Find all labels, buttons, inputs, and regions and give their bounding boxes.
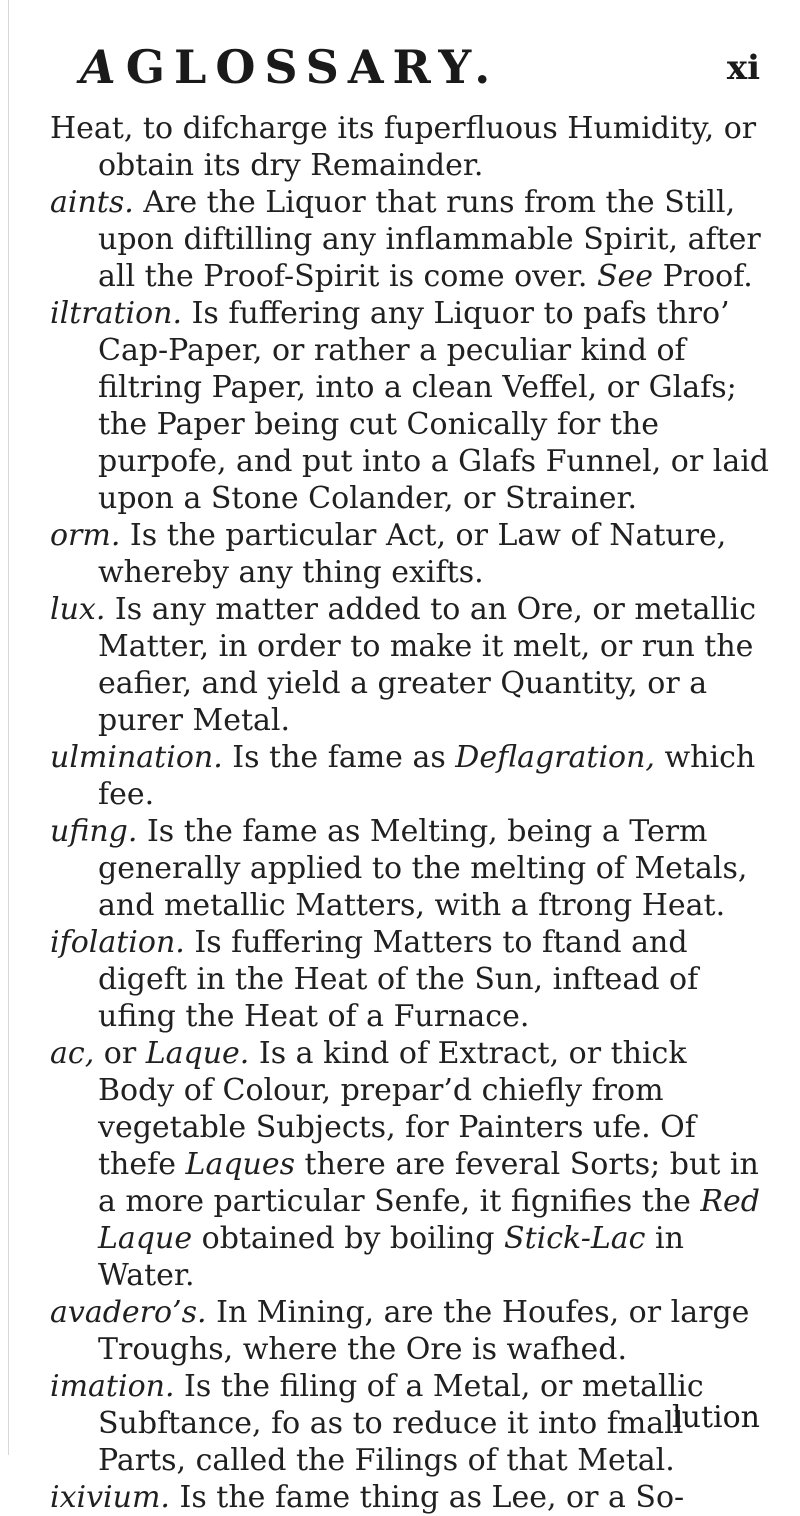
entry-text: In Mining, are the Houfes, or large Troughs, where the Ore is wafhed. <box>98 1295 750 1367</box>
glossary-entry <box>50 813 770 924</box>
page-number: xi <box>726 48 760 88</box>
entry-text-after: in Water. <box>98 1221 684 1293</box>
glossary-entry <box>50 1479 770 1516</box>
entry-term: ixivium. <box>50 1480 170 1515</box>
glossary-entry <box>50 517 770 591</box>
entry-term: ulmination. <box>50 740 223 775</box>
glossary-entry <box>50 184 770 295</box>
entry-text: Is fuffering Matters to ftand and digeft in the Heat of the Sun, inftead of ufing the Heat of a Furnace. <box>98 925 699 1034</box>
entry-term: ac, <box>50 1036 95 1071</box>
entry-text: Is the fame thing as Lee, or a So- <box>169 1480 685 1515</box>
entry-ref: Laques <box>185 1147 296 1182</box>
entry-text: or <box>94 1036 146 1071</box>
entry-ref: Deflagration, <box>455 740 655 775</box>
entry-text: Is fuffering any Liquor to pafs thro’ Cap-Paper, or rather a peculiar kind of filtring Paper, into a clean Veffel, or Glafs; the Paper being cut Conically for the purpofe, and put into a Glafs Funnel, or laid upon a Stone Colander, or Strainer. <box>98 296 770 516</box>
entry-term: orm. <box>50 518 121 553</box>
entry-text-after: Proof. <box>653 259 753 294</box>
glossary-entry <box>50 924 770 1035</box>
entry-text-after: obtained by boiling <box>192 1221 505 1256</box>
entry-term: imation. <box>50 1369 175 1404</box>
entry-term: aints. <box>50 185 134 220</box>
glossary-entry <box>50 1368 770 1479</box>
catchword: lution <box>672 1400 760 1435</box>
gutter-line <box>8 0 9 1455</box>
page-header <box>80 40 760 100</box>
title-word: GLOSSARY. <box>125 40 500 94</box>
glossary-entry <box>50 110 770 184</box>
page-title <box>80 40 499 94</box>
entry-term: avadero’s. <box>50 1295 207 1330</box>
entry-text: Are the Liquor that runs from the Still, upon diftilling any inflammable Spirit, after all the Proof-Spirit is come over. <box>98 185 761 294</box>
entry-text: Heat, to difcharge its fuperfluous Humidity, or obtain its dry Remainder. <box>50 111 757 183</box>
entry-text-after: there are feveral Sorts; but in a more particular Senfe, it fignifies the <box>98 1147 759 1219</box>
glossary-entry <box>50 295 770 517</box>
entry-text: Is the particular Act, or Law of Nature, whereby any thing exifts. <box>98 518 727 590</box>
glossary-entry <box>50 1294 770 1368</box>
entry-text: Is any matter added to an Ore, or metallic Matter, in order to make it melt, or run the eafier, and yield a greater Quantity, or a purer Metal. <box>98 592 757 738</box>
entry-text-after: Is a kind of Extract, or thick Body of Colour, prepar’d chiefly from vegetable Subjects, for Painters ufe. Of thefe <box>98 1036 696 1182</box>
glossary-entry <box>50 739 770 813</box>
entry-text: Is the fame as <box>222 740 456 775</box>
entry-term: ifolation. <box>50 925 185 960</box>
entry-term: iltration. <box>50 296 183 331</box>
entry-ref: Stick-Lac <box>504 1221 646 1256</box>
entry-text: Is the filing of a Metal, or metallic Subftance, fo as to reduce it into fmall Parts, called the Filings of that Metal. <box>98 1369 704 1478</box>
entry-see: See <box>596 259 654 294</box>
entry-term: ufing. <box>50 814 138 849</box>
entry-ref: Red Laque <box>98 1184 760 1256</box>
glossary-entries <box>50 110 770 1516</box>
entry-term: lux. <box>50 592 106 627</box>
entry-ref: Laque. <box>145 1036 250 1071</box>
glossary-entry <box>50 1035 770 1294</box>
glossary-entry <box>50 591 770 739</box>
entry-text-after: which fee. <box>98 740 756 812</box>
entry-text: Is the fame as Melting, being a Term generally applied to the melting of Metals, and metallic Matters, with a ftrong Heat. <box>98 814 748 923</box>
title-article: A <box>80 40 116 94</box>
